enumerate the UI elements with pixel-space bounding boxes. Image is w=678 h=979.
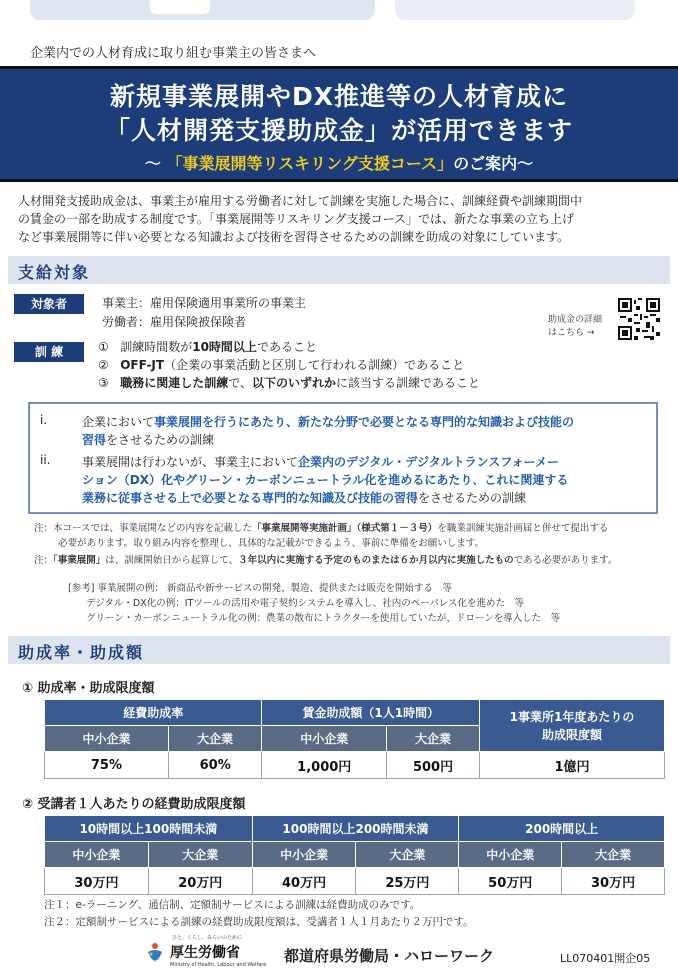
condition-1-number: ① xyxy=(98,340,109,354)
item-ii-number: ii. xyxy=(40,453,51,467)
limit-100-200h-sme: 40万円 xyxy=(252,868,356,895)
condition-3 xyxy=(98,374,480,391)
limit-10-100h-large: 20万円 xyxy=(148,868,252,895)
table-2-title: ② 受講者１人あたりの経費助成限度額 xyxy=(22,797,246,812)
item-ii-line-3 xyxy=(82,489,526,506)
header-wage-rate: 賃金助成額（1人1時間） xyxy=(262,700,480,726)
item-i-number: i. xyxy=(40,413,48,427)
condition-2 xyxy=(98,356,464,373)
target-employer: 事業主：雇用保険適用事業所の事業主 xyxy=(102,296,307,310)
subsidy-rate-table xyxy=(44,699,665,779)
description-line-3: など事業展開等に伴い必要となる知識および技術を習得させるための訓練を助成の対象にしています。 xyxy=(18,230,570,244)
annual-limit-value: 1億円 xyxy=(480,752,665,779)
header-10-100h: 10時間以上100時間未満 xyxy=(45,816,253,842)
note-2 xyxy=(34,554,617,568)
ministry-tagline: ひと、くらし、みらいのために xyxy=(172,935,243,941)
header-annual-limit xyxy=(480,700,665,752)
item-ii-line-2 xyxy=(82,471,568,488)
item-i-highlight-2: 習得 xyxy=(82,433,107,447)
subtitle-suffix: のご案内～ xyxy=(453,154,534,173)
limit-200h-sme: 50万円 xyxy=(459,868,562,895)
course-subtitle xyxy=(0,151,678,174)
header-large: 大企業 xyxy=(387,726,480,752)
condition-3-mid: で、 xyxy=(228,376,252,390)
note-2-term: 「事業展開」 xyxy=(53,555,106,566)
item-ii-pre: 事業展開は行わないが、事業主において xyxy=(82,455,299,469)
note-1-post: を職業訓練実施計画届と併せて提出する xyxy=(437,523,609,534)
reference-line-1: [参考] 事業展開の例： 新商品や新サービスの開発、製造、提供または販売を開始する 等 xyxy=(68,583,452,594)
condition-2-number: ② xyxy=(98,358,109,372)
item-i-pre: 企業において xyxy=(82,415,155,429)
qr-note-line-2: はこちら → xyxy=(548,328,595,338)
wage-rate-large: 500円 xyxy=(387,752,480,779)
section-eligibility-title: 支給対象 xyxy=(18,263,91,282)
ministry-english-name: Ministry of Health, Labour and Welfare xyxy=(170,962,267,968)
expense-rate-large: 60% xyxy=(168,752,262,779)
note-2-pre: 注： xyxy=(34,555,54,566)
condition-2-post: （企業の事業活動と区別して行われる訓練）であること xyxy=(164,358,465,372)
per-trainee-limit-table xyxy=(44,815,665,895)
qr-note xyxy=(548,314,602,340)
note-1-pre: 注：本コースでは、事業展開などの内容を記載した xyxy=(34,523,253,534)
item-ii-highlight-2a: ション（DX）化やグリーン・カーボンニュートラル化を進めるにあたり xyxy=(82,473,473,487)
program-description xyxy=(18,192,666,246)
header-large: 大企業 xyxy=(562,842,665,868)
footnote-1: 注１：e-ラーニング、通信制、定額制サービスによる訓練は経費助成のみです。 xyxy=(44,899,421,911)
limit-10-100h-sme: 30万円 xyxy=(45,868,149,895)
note-2-mid: は、訓練開始日から起算して、 xyxy=(105,555,239,566)
condition-1-pre: 訓練時間数が xyxy=(120,340,193,354)
note-1-line-2: 必要があります。取り組み内容を整理し、具体的な記載ができるよう、事前に準備をお願いします。 xyxy=(58,538,484,549)
condition-3-job-related: 職務に関連した訓練 xyxy=(120,376,229,390)
qr-note-line-1: 助成金の詳細 xyxy=(548,315,603,325)
header-sme: 中小企業 xyxy=(45,726,169,752)
qr-code-icon[interactable] xyxy=(618,298,660,340)
note-1-line-1 xyxy=(34,522,608,536)
note-1-form: （様式第１－３号） xyxy=(356,523,438,534)
table-1-title: ① 助成率・助成限度額 xyxy=(22,681,155,696)
header-100-200h: 100時間以上200時間未満 xyxy=(252,816,459,842)
header-annual-limit-line-1: 1事業所1年度あたりの xyxy=(509,709,635,724)
title-line-1: 新規事業展開やDX推進等の人材育成に xyxy=(109,82,569,111)
section-rates-header xyxy=(8,636,670,664)
limit-100-200h-large: 25万円 xyxy=(356,868,459,895)
condition-1-post: であること xyxy=(256,340,317,354)
item-ii-line-1 xyxy=(82,453,559,470)
description-line-1: 人材開発支援助成金は、事業主が雇用する労働者に対して訓練を実施した場合に、訓練経費や訓練期間中 xyxy=(18,194,583,208)
item-ii-highlight-1: 企業内のデジタル・デジタルトランスフォーメー xyxy=(298,455,560,469)
condition-2-offjt: OFF-JT xyxy=(120,358,165,372)
reference-line-2: デジタル・DX化の例：ITツールの活用や電子契約システムを導入し、社内のペーパレス化を進めた 等 xyxy=(86,598,524,609)
wage-rate-sme: 1,000円 xyxy=(262,752,387,779)
note-2-post: である必要があります。 xyxy=(513,555,618,566)
header-sme: 中小企業 xyxy=(459,842,562,868)
header-sme: 中小企業 xyxy=(45,842,149,868)
ministry-logo-icon xyxy=(145,942,165,962)
labour-bureau-name: 都道府県労働局・ハローワーク xyxy=(284,947,495,965)
reference-line-3: グリーン・カーボンニュートラル化の例：農業の散布にトラクターを使用していたが、ドローンを導入した 等 xyxy=(86,613,561,624)
subtitle-course-name: 「事業展開等リスキリング支援コース」 xyxy=(166,154,454,173)
header-expense-rate: 経費助成率 xyxy=(45,700,262,726)
top-decoration-ribbon xyxy=(395,0,635,20)
section-rates-title: 助成率・助成額 xyxy=(18,643,145,662)
top-decoration-tab xyxy=(30,0,375,20)
note-1-plan: 「事業展開等実施計画」 xyxy=(252,523,357,534)
item-ii-highlight-2b: これに関連する xyxy=(484,473,569,487)
ministry-name: 厚生労働省 xyxy=(170,945,240,961)
condition-1-hours: 10時間以上 xyxy=(192,340,257,354)
header-large: 大企業 xyxy=(168,726,262,752)
footnote-2: 注２：定額制サービスによる訓練の経費助成限度額は、受講者１人１月あたり２万円です。 xyxy=(44,916,474,928)
item-i-line-1 xyxy=(82,413,574,430)
item-i-highlight-1: 事業展開を行うにあたり、新たな分野で必要となる専門的な知識および技能の xyxy=(154,415,575,429)
item-ii-post: をさせるための訓練 xyxy=(418,491,527,505)
section-eligibility-header xyxy=(8,256,670,284)
header-annual-limit-line-2: 助成限度額 xyxy=(541,727,602,742)
condition-3-post: に該当する訓練であること xyxy=(336,376,481,390)
item-i-line-2 xyxy=(82,431,214,448)
description-line-2: の賃金の一部を助成する制度です。「事業展開等リスキリング支援コース」では、新たな事業の立ち上げ xyxy=(18,212,574,226)
item-ii-highlight-3: 業務に従事させる上で必要となる専門的な知識及び技能の習得 xyxy=(82,491,419,505)
header-200h-plus: 200時間以上 xyxy=(459,816,665,842)
target-label-tag: 対象者 xyxy=(14,294,84,314)
header-sme: 中小企業 xyxy=(252,842,356,868)
expense-rate-sme: 75% xyxy=(45,752,169,779)
header-sme: 中小企業 xyxy=(262,726,387,752)
header-large: 大企業 xyxy=(148,842,252,868)
item-ii-mid: 、 xyxy=(472,473,485,487)
title-banner xyxy=(0,66,678,182)
condition-1 xyxy=(98,338,317,355)
training-label-tag: 訓 練 xyxy=(14,342,84,362)
note-2-period: ３年以内に実施する予定のものまたは６か月以内に実施したもの xyxy=(238,555,514,566)
title-line-2: 「人材開発支援助成金」が活用できます xyxy=(104,116,573,145)
limit-200h-large: 30万円 xyxy=(562,868,665,895)
audience-line: 企業内での人材育成に取り組む事業主の皆さまへ xyxy=(30,46,317,61)
target-worker: 労働者：雇用保険被保険者 xyxy=(102,315,247,329)
header-large: 大企業 xyxy=(356,842,459,868)
item-i-post: をさせるための訓練 xyxy=(106,433,215,447)
document-code: LL070401開企05 xyxy=(560,952,651,965)
condition-3-either: 以下のいずれか xyxy=(252,376,337,390)
subtitle-prefix: ～ xyxy=(144,154,161,173)
condition-3-number: ③ xyxy=(98,376,109,390)
